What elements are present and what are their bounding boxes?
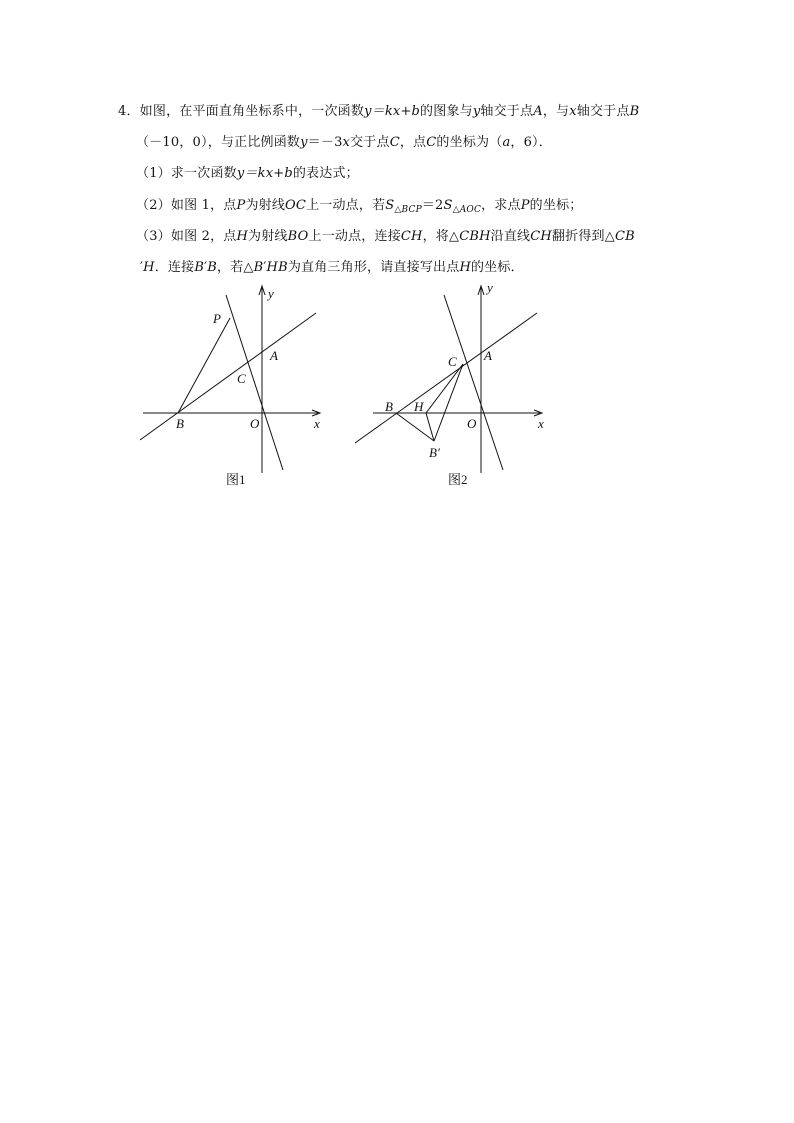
label-c: C bbox=[448, 354, 457, 369]
segment-bb-prime bbox=[396, 413, 434, 441]
label-y: y bbox=[268, 286, 274, 301]
label-c: C bbox=[237, 371, 246, 386]
figure-1-caption: 图1 bbox=[226, 472, 246, 487]
line-oc bbox=[226, 295, 283, 470]
question-1: （1）求一次函数y＝kx+b的表达式； bbox=[136, 166, 359, 181]
label-h: H bbox=[414, 399, 424, 414]
label-y: y bbox=[487, 280, 493, 295]
label-a: A bbox=[270, 348, 278, 363]
label-b: B bbox=[176, 416, 184, 431]
question-3: （3）如图 2，点H为射线BO上一动点，连接CH，将△CBH沿直线CH翻折得到△CB bbox=[136, 229, 635, 244]
question-3-continued: ′H．连接B′B，若△B′HB为直角三角形，请直接写出点H的坐标． bbox=[140, 260, 524, 275]
segment-cb-prime bbox=[434, 364, 463, 441]
line-oc bbox=[444, 295, 503, 470]
line-ab bbox=[140, 313, 316, 440]
label-a: A bbox=[484, 348, 492, 363]
line-ab bbox=[355, 313, 537, 443]
problem-number: 4． bbox=[118, 104, 140, 119]
label-b-prime: B′ bbox=[429, 445, 440, 460]
label-o: O bbox=[250, 416, 260, 431]
figure-1 bbox=[130, 280, 330, 490]
figure-2-caption: 图2 bbox=[448, 472, 468, 487]
problem-line-2: （－10，0），与正比例函数y＝－3x交于点C，点C的坐标为（a，6）． bbox=[136, 135, 552, 150]
label-b: B bbox=[385, 399, 393, 414]
question-2: （2）如图 1，点P为射线OC上一动点，若$S_{\triangle BCP}=2S_{\triangle AOC}$，求点P的坐标； bbox=[136, 198, 583, 215]
problem-line-1: 4．如图，在平面直角坐标系中，一次函数y＝kx+b的图象与y轴交于点A，与x轴交于点B bbox=[118, 104, 640, 119]
label-x: x bbox=[538, 416, 544, 431]
figure-2 bbox=[350, 280, 555, 490]
segment-hb-prime bbox=[426, 413, 434, 441]
label-p: P bbox=[213, 311, 221, 326]
label-o: O bbox=[467, 416, 477, 431]
label-x: x bbox=[314, 416, 320, 431]
segment-pb bbox=[178, 318, 230, 413]
